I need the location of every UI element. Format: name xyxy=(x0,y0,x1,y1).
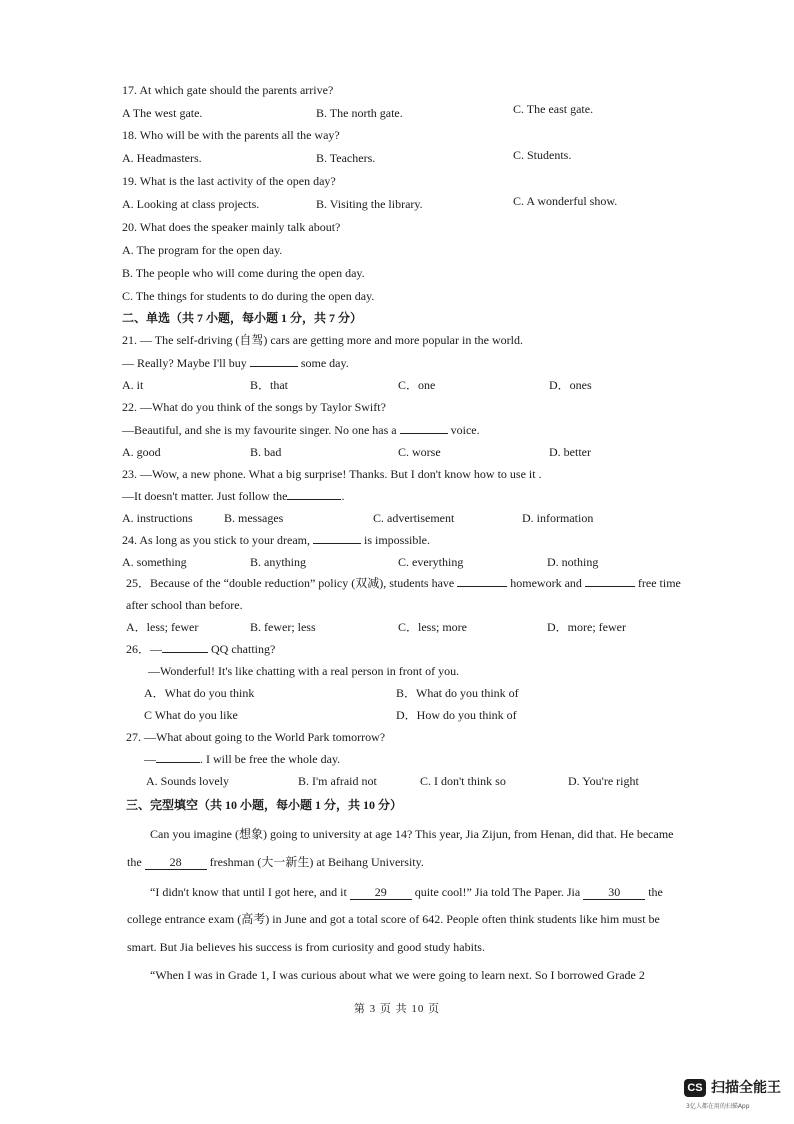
q22-option-b: B. bad xyxy=(250,445,282,459)
q25-blank-2 xyxy=(585,586,635,587)
q23-option-c: C. advertisement xyxy=(373,511,455,525)
q26-option-a: A．What do you think xyxy=(144,686,255,700)
q23-option-b: B. messages xyxy=(224,511,284,525)
q18-option-c: C. Students. xyxy=(513,148,572,162)
q22-option-a: A. good xyxy=(122,445,161,459)
passage-line-1: Can you imagine (想象) going to university at age 14? This year, Jia Zijun, from Henan, did that. He became xyxy=(150,827,674,841)
q24-option-a: A. something xyxy=(122,555,187,569)
q21-option-d: D．ones xyxy=(549,378,592,392)
q22-option-c: C. worse xyxy=(398,445,441,459)
q24-stem-text: 24. As long as you stick to your dream, xyxy=(122,533,310,547)
passage-line-2-start: the xyxy=(127,855,142,869)
q17-option-a: A The west gate. xyxy=(122,106,203,120)
q21-reply-end: some day. xyxy=(300,356,349,370)
q23-reply-end: . xyxy=(341,489,345,503)
q25-stem-end: free time xyxy=(637,576,681,590)
q22-reply-text: —Beautiful, and she is my favourite singer. No one has a xyxy=(122,423,397,437)
q18-option-a: A. Headmasters. xyxy=(122,151,202,165)
q19-option-a: A. Looking at class projects. xyxy=(122,197,260,211)
q25-stem-text: 25．Because of the “double reduction” policy (双减), students have xyxy=(126,576,455,590)
passage-line-3-start: “I didn't know that until I got here, and it xyxy=(150,885,347,899)
scanner-watermark xyxy=(684,1079,794,1119)
q19-option-b: B. Visiting the library. xyxy=(316,197,423,211)
q22-stem: 22. —What do you think of the songs by Taylor Swift? xyxy=(122,400,386,414)
q19-option-c: C. A wonderful show. xyxy=(513,194,618,208)
passage-line-3-end: the xyxy=(648,885,663,899)
q18-stem: 18. Who will be with the parents all the way? xyxy=(122,128,340,142)
q22-reply-end: voice. xyxy=(450,423,480,437)
q25-blank-1 xyxy=(457,586,507,587)
q27-reply-text: — xyxy=(144,752,156,766)
q25-stem xyxy=(126,575,681,591)
q20-option-b: B. The people who will come during the open day. xyxy=(122,266,365,280)
passage-line-4: college entrance exam (高考) in June and got a total score of 642. People often think students like him must be xyxy=(127,912,660,926)
q20-option-a: A. The program for the open day. xyxy=(122,243,283,257)
q23-blank xyxy=(287,499,341,500)
q23-reply-text: —It doesn't matter. Just follow the xyxy=(122,489,288,503)
q21-reply-text: — Really? Maybe I'll buy xyxy=(122,356,247,370)
q27-option-d: D. You're right xyxy=(568,774,639,788)
q26-stem-text: 26．— xyxy=(126,642,163,656)
camscanner-logo-icon: CS xyxy=(684,1079,706,1097)
q21-option-c: C．one xyxy=(398,378,436,392)
passage-line-6: “When I was in Grade 1, I was curious about what we were going to learn next. So I borrowed Grade 2 xyxy=(150,968,645,982)
q23-option-d: D. information xyxy=(522,511,594,525)
q26-option-d: D．How do you think of xyxy=(396,708,517,722)
q27-option-a: A. Sounds lovely xyxy=(146,774,230,788)
q24-option-c: C. everything xyxy=(398,555,464,569)
q25-option-a: A．less; fewer xyxy=(126,620,199,634)
q24-option-d: D. nothing xyxy=(547,555,599,569)
q25-stem-mid: homework and xyxy=(510,576,582,590)
q17-option-b: B. The north gate. xyxy=(316,106,403,120)
q21-reply xyxy=(122,355,349,371)
q26-blank xyxy=(162,652,208,653)
q27-reply xyxy=(144,751,340,767)
section-2-title: 二、单选（共 7 小题，每小题 1 分，共 7 分） xyxy=(122,311,363,325)
passage-blank-28: 28 xyxy=(145,855,207,870)
q17-stem: 17. At which gate should the parents arrive? xyxy=(122,83,334,97)
q23-option-a: A. instructions xyxy=(122,511,193,525)
watermark-tagline: 3亿人都在用的扫描App xyxy=(686,1103,750,1110)
q24-blank xyxy=(313,543,361,544)
q23-reply xyxy=(122,488,344,504)
q24-option-b: B. anything xyxy=(250,555,306,569)
q21-blank xyxy=(250,366,298,367)
q20-option-c: C. The things for students to do during the open day. xyxy=(122,289,375,303)
q26-reply: —Wonderful! It's like chatting with a real person in front of you. xyxy=(148,664,460,678)
q21-stem: 21. — The self-driving (自驾) cars are getting more and more popular in the world. xyxy=(122,333,523,347)
page-number: 第 3 页 共 10 页 xyxy=(353,1003,441,1015)
passage-line-2-end: freshman (大一新生) at Beihang University. xyxy=(209,855,424,869)
q27-reply-end: . I will be free the whole day. xyxy=(200,752,341,766)
q19-stem: 19. What is the last activity of the open day? xyxy=(122,174,336,188)
q27-option-b: B. I'm afraid not xyxy=(298,774,377,788)
q18-option-b: B. Teachers. xyxy=(316,151,376,165)
q25-option-b: B. fewer; less xyxy=(250,620,316,634)
q20-stem: 20. What does the speaker mainly talk about? xyxy=(122,220,341,234)
q25-stem-line2: after school than before. xyxy=(126,598,243,612)
passage-blank-30: 30 xyxy=(583,885,645,900)
passage-line-3-mid: quite cool!” Jia told The Paper. Jia xyxy=(414,885,581,899)
q22-reply xyxy=(122,422,480,438)
q25-option-d: D．more; fewer xyxy=(547,620,626,634)
q27-stem: 27. —What about going to the World Park tomorrow? xyxy=(126,730,386,744)
q26-option-c: C What do you like xyxy=(144,708,238,722)
passage-blank-29: 29 xyxy=(350,885,412,900)
watermark-app-name: 扫描全能王 xyxy=(711,1080,781,1096)
q21-option-a: A. it xyxy=(122,378,144,392)
q22-option-d: D. better xyxy=(549,445,591,459)
q23-stem: 23. —Wow, a new phone. What a big surprise! Thanks. But I don't know how to use it . xyxy=(122,467,542,481)
passage-line-5: smart. But Jia believes his success is from curiosity and good study habits. xyxy=(127,940,485,954)
q27-blank xyxy=(156,762,200,763)
q26-option-b: B．What do you think of xyxy=(396,686,519,700)
q24-stem-end: is impossible. xyxy=(363,533,430,547)
q25-option-c: C．less; more xyxy=(398,620,467,634)
q27-option-c: C. I don't think so xyxy=(420,774,506,788)
passage-line-2 xyxy=(127,854,424,870)
passage-line-3 xyxy=(150,884,663,900)
section-3-title: 三、完型填空（共 10 小题，每小题 1 分，共 10 分） xyxy=(126,798,403,812)
q21-option-b: B．that xyxy=(250,378,288,392)
q17-option-c: C. The east gate. xyxy=(513,102,594,116)
q26-stem-end: QQ chatting? xyxy=(211,642,276,656)
q26-stem xyxy=(126,641,275,657)
q24-stem xyxy=(122,532,430,548)
q22-blank xyxy=(400,433,448,434)
